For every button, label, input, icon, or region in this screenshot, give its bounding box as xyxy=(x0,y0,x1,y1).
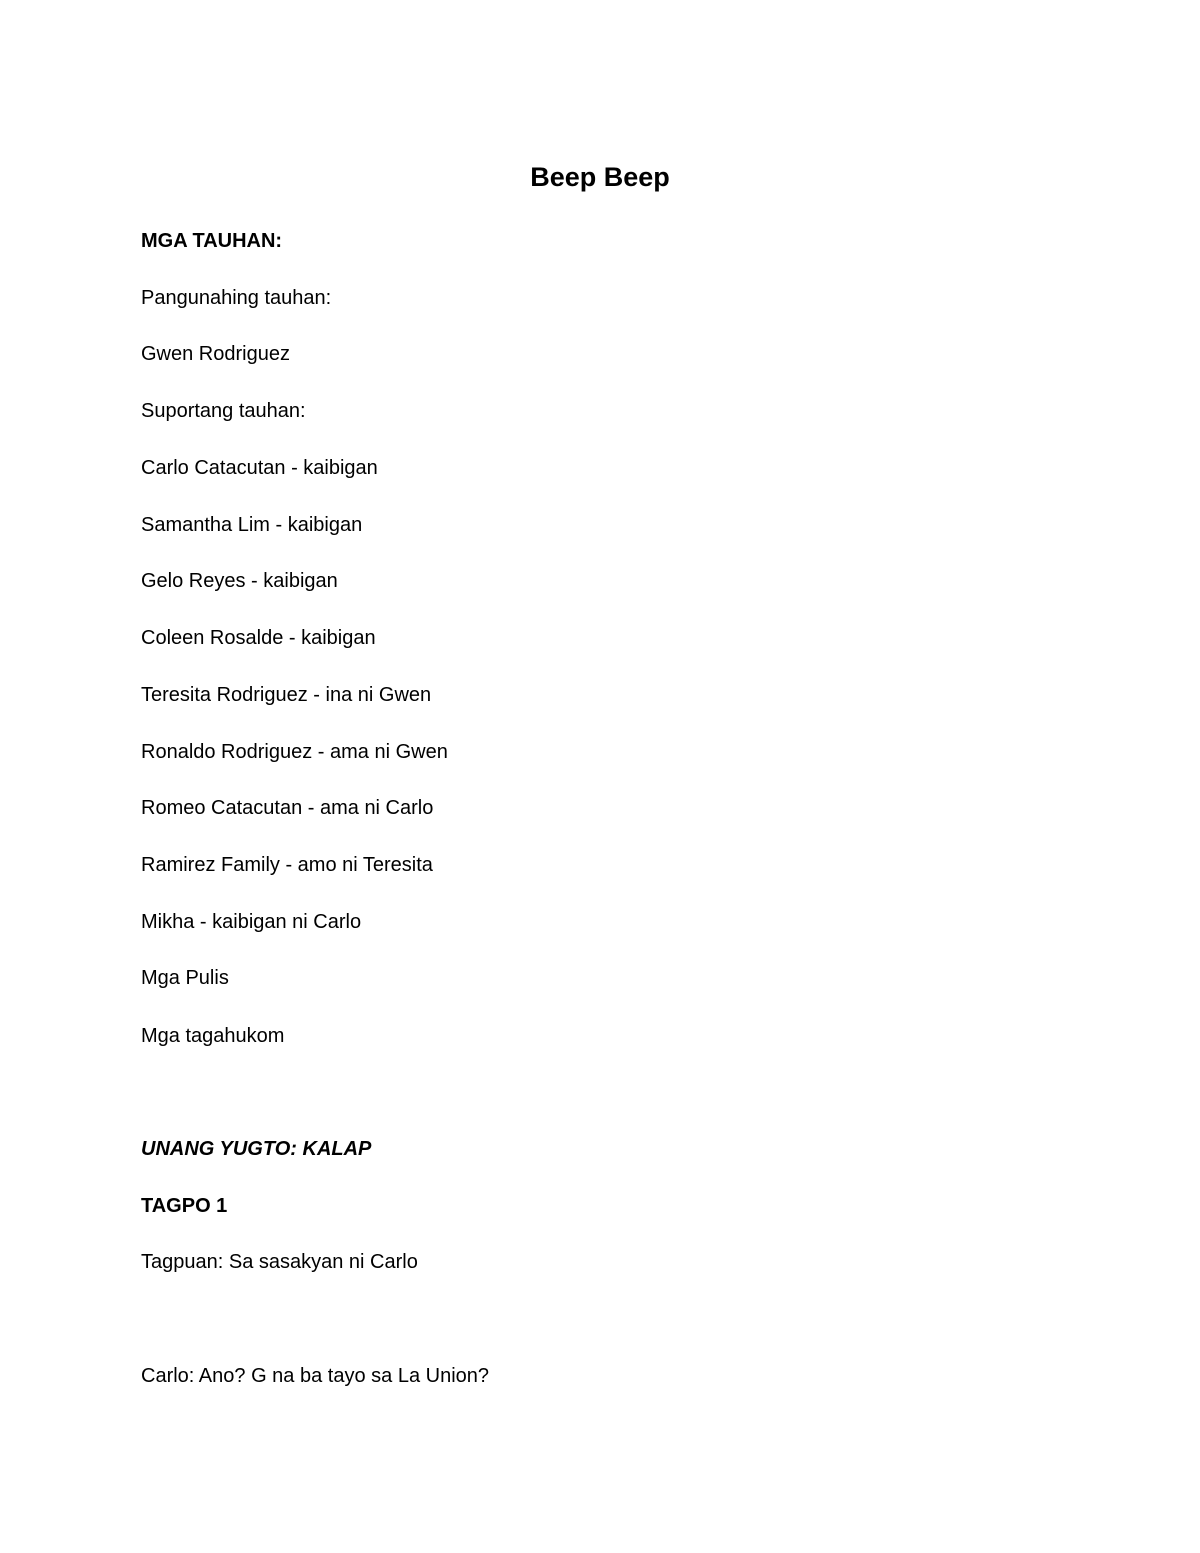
supporting-character: Mga tagahukom xyxy=(141,1025,285,1047)
scene-heading: TAGPO 1 xyxy=(141,1195,228,1217)
supporting-character: Gelo Reyes - kaibigan xyxy=(141,570,338,592)
setting-line: Tagpuan: Sa sasakyan ni Carlo xyxy=(141,1251,418,1273)
act-heading: UNANG YUGTO: KALAP xyxy=(141,1138,372,1160)
supporting-character: Mikha - kaibigan ni Carlo xyxy=(141,911,362,933)
main-character-label: Pangunahing tauhan: xyxy=(141,287,332,309)
main-character: Gwen Rodriguez xyxy=(141,343,290,365)
document-title: Beep Beep xyxy=(530,162,670,192)
supporting-character: Coleen Rosalde - kaibigan xyxy=(141,627,376,649)
characters-heading: MGA TAUHAN: xyxy=(141,230,283,252)
supporting-character: Samantha Lim - kaibigan xyxy=(141,514,363,536)
supporting-character: Ronaldo Rodriguez - ama ni Gwen xyxy=(141,741,448,763)
supporting-character: Romeo Catacutan - ama ni Carlo xyxy=(141,797,434,819)
supporting-label: Suportang tauhan: xyxy=(141,400,306,422)
supporting-character: Mga Pulis xyxy=(141,967,229,989)
supporting-character: Teresita Rodriguez - ina ni Gwen xyxy=(141,684,432,706)
supporting-character: Ramirez Family - amo ni Teresita xyxy=(141,854,433,876)
supporting-character: Carlo Catacutan - kaibigan xyxy=(141,457,378,479)
dialogue-line: Carlo: Ano? G na ba tayo sa La Union? xyxy=(141,1365,490,1387)
